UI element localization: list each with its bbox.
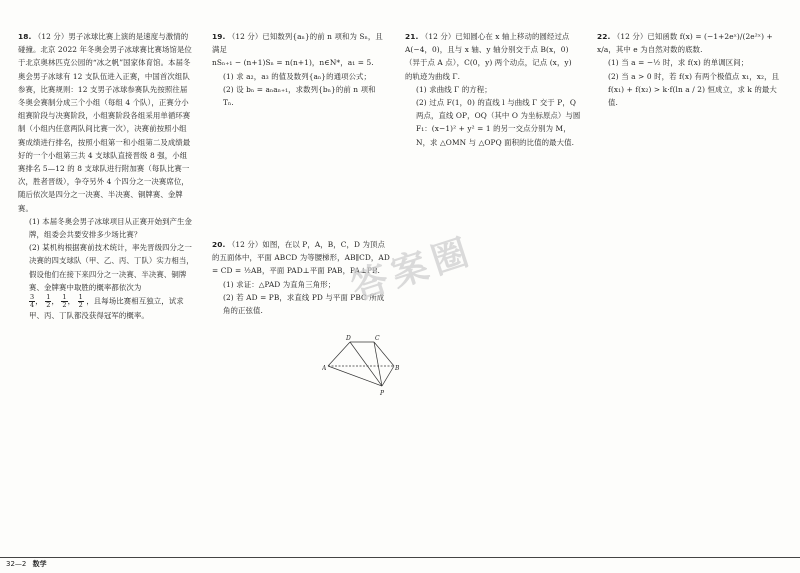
question-number: 18. (18, 32, 32, 41)
page-number: 32—2 (6, 560, 27, 568)
question-number: 19. (212, 32, 226, 41)
question-21 (405, 30, 581, 149)
vertex-label-a: A (322, 365, 327, 372)
question-part-1: (1) 本届冬奥会男子冰球项目从正赛开始到产生金牌，组委会共要安排多少场比赛？ (29, 216, 193, 240)
edge-cp (374, 342, 382, 386)
subject-label: 数学 (32, 560, 47, 568)
question-part-2: (2) 当 a > 0 时，若 f(x) 有两个极值点 x₁，x₂，且 f(x₁) + f(x₂) > k·f(ln a / 2) 恒成立，求 k 的最大值. (608, 71, 780, 108)
footer-rule (0, 557, 800, 558)
watermark-stamp: 答案圈 (346, 230, 480, 309)
page-footer (6, 559, 47, 569)
fraction: $\frac{1}{2}$ (78, 293, 83, 310)
vertex-label-p: P (380, 390, 385, 397)
question-part-2: (2) 设 bₙ = aₙaₙ₊₁，求数列{bₙ}的前 n 项和 Tₙ. (223, 84, 376, 108)
question-body: （12 分）如图，在以 P，A，B，C，D 为顶点的五面体中，平面 ABCD 为等腰梯形，AB∥CD，AD = CD = ½AB，平面 PAD⊥平面 PAB，PA⊥PB. (212, 240, 390, 276)
question-number: 22. (597, 32, 611, 41)
question-part-2: (2) 过点 F(1，0) 的直线 l 与曲线 Γ 交于 P，Q 两点，直线 OP，OQ（其中 O 为坐标原点）与圆 F₁：(x−1)² + y² = 1 的另一交点分别为 M，N，求 △OMN 与 △OPQ 面积的比值的最大值. (416, 98, 581, 147)
question-part-2-text: (2) 某机构根据赛前技术统计，率先晋级四分之一决赛的四支球队（甲、乙、丙、丁队）实力相当，假设他们在接下来四分之一决赛、半决赛、铜牌赛、金牌赛中取胜的概率都依次为 (29, 243, 194, 292)
question-body: （12 分）已知函数 f(x) = (−1+2eˣ)/(2e²ˣ) + x/a，其中 e 为自然对数的底数. (597, 32, 773, 55)
vertex-label-b: B (395, 365, 400, 372)
fraction: $\frac{1}{2}$ (46, 293, 51, 310)
question-body: （12 分）男子冰球比赛上演的是速度与激情的碰撞。北京 2022 年冬奥会男子冰球赛比赛场馆是位于北京奥林匹克公园的“冰之帆”国家体育馆。本届冬奥会男子冰球有 12 支队伍进入正赛，中国首次组队参赛，比赛规则：12 支男子冰球参赛队先按照往届冬奥会赛制分成三个小组（每组 4 个队），正赛分小组赛阶段与决赛阶段，小组赛阶段各组采用单循环赛制（小组内任意两队间比赛一次），决赛前按照小组赛成绩进行排名，按照小组第一和小组第二及成绩最好的一个小组第三共 4 支球队直接晋级 8 强，小组赛排名 5—12 的 8 支球队进行附加赛（每队比赛一次，胜者晋级），争夺另外 4 个四分之一决赛席位，随后依次是四分之一决赛、半决赛、铜牌赛、金牌赛。 (18, 32, 192, 213)
question-part-1: (1) 当 a = −½ 时，求 f(x) 的单调区间； (608, 58, 749, 68)
edge-bp (382, 366, 394, 386)
edge-cb (374, 342, 394, 366)
vertex-label-c: C (375, 335, 380, 342)
edge-da (328, 342, 350, 366)
question-body: （12 分）已知数列{aₙ}的前 n 项和为 Sₙ，且满足 (212, 32, 383, 55)
question-part-2-tail: ，且每场比赛相互独立，试求甲、丙、丁队都没获得冠军的概率。 (29, 296, 184, 321)
question-part-2: (2) 某机构根据赛前技术统计，率先晋级四分之一决赛的四支球队（甲、乙、丙、丁队）实力相当，假设他们在接下来四分之一决赛、半决赛、铜牌赛、金牌赛中取胜的概率都依次为 $\frac{3}{4}$ ， $\frac{1}{2}$ ， $\frac{1}{2}$ ， $\frac{1}{2}$ ，且每场比赛相互独立，试求甲、丙、丁队都没获得冠军的概率。 (29, 243, 194, 321)
question-equation: nSₙ₊₁ − (n+1)Sₙ = n(n+1)，n∈N*，a₁ = 5. (212, 58, 374, 68)
question-part-1: (1) 求 a₂，a₃ 的值及数列{aₙ}的通项公式； (223, 71, 372, 81)
pentahedron-figure (322, 330, 402, 400)
question-part-2: (2) 若 AD = PB，求直线 PD 与平面 PBC 所成角的正弦值. (223, 292, 385, 316)
fraction: $\frac{1}{2}$ (62, 293, 67, 310)
question-part-1: (1) 求证：△PAD 为直角三角形； (223, 279, 336, 289)
fraction: $\frac{3}{4}$ (30, 293, 35, 310)
question-18 (18, 30, 194, 322)
vertex-label-d: D (346, 335, 351, 342)
question-19 (212, 30, 388, 109)
question-22 (597, 30, 781, 109)
edge-dp (350, 342, 382, 386)
question-body: （12 分）已知圆心在 x 轴上移动的圆经过点 A(−4，0)，且与 x 轴、y 轴分别交于点 B(x，0)（异于点 A 点），C(0，y) 两个动点，记点 (x，y) 的轨迹为曲线 Γ. (405, 32, 572, 81)
edge-ap (328, 366, 382, 386)
question-number: 21. (405, 32, 419, 41)
question-part-1: (1) 求曲线 Γ 的方程； (416, 84, 492, 94)
question-number: 20. (212, 240, 226, 249)
